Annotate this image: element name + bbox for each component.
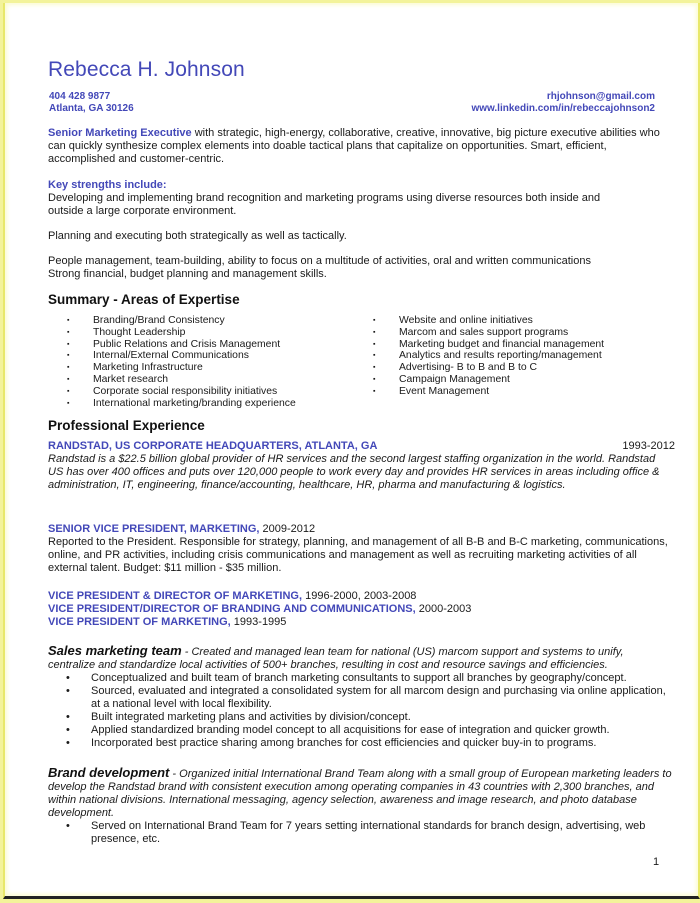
expertise-heading: Summary - Areas of Expertise xyxy=(48,292,240,307)
role-years: 2009-2012 xyxy=(259,523,316,535)
expertise-item: ▪ Campaign Management xyxy=(373,374,604,386)
expertise-item: ▪ Website and online initiatives xyxy=(373,315,604,327)
strength-item: People management, team-building, ability to focus on a multitude of activities, oral and written communications xyxy=(48,255,591,267)
sales-description: - Created and managed lean team for national (US) marcom support and systems to unify, centralize and standardize local activities of 500+ branches, resulting in cost and resource savings and efficiencies. xyxy=(48,646,624,671)
previous-roles xyxy=(48,590,668,629)
sales-bullet: • Applied standardized branding model concept to all acquisitions for ease of integration and quicker growth. xyxy=(48,724,673,737)
expertise-item: ▪ Marketing budget and financial management xyxy=(373,339,604,351)
strength-item: Planning and executing both strategically as well as tactically. xyxy=(48,230,347,242)
sales-bullet: • Conceptualized and built team of branch marketing consultants to support all branches by geography/concept. xyxy=(48,672,673,685)
brand-bullets xyxy=(48,820,673,846)
contact-left xyxy=(49,91,134,115)
role-title: VICE PRESIDENT OF MARKETING, xyxy=(48,616,231,628)
strength-item: Strong financial, budget planning and management skills. xyxy=(48,268,327,280)
company-name: RANDSTAD, US CORPORATE HEADQUARTERS, ATLANTA, GA xyxy=(48,440,378,452)
email-link[interactable]: rhjohnson@gmail.com xyxy=(546,91,655,102)
contact-right xyxy=(471,91,655,115)
expertise-item: ▪ Corporate social responsibility initiatives xyxy=(67,386,296,398)
role-title: VICE PRESIDENT & DIRECTOR OF MARKETING, xyxy=(48,590,303,602)
role-years: 1996-2000, 2003-2008 xyxy=(302,590,417,602)
role-title: VICE PRESIDENT/DIRECTOR OF BRANDING AND COMMUNICATIONS, xyxy=(48,603,416,615)
phone: 404 428 9877 xyxy=(49,91,111,102)
sales-bullet: • Sourced, evaluated and integrated a consolidated system for all marcom design and purchasing via online application, at a national level with local flexibility. xyxy=(48,685,673,711)
expertise-item: ▪ Marcom and sales support programs xyxy=(373,327,604,339)
expertise-item: ▪ Analytics and results reporting/management xyxy=(373,350,604,362)
experience-heading: Professional Experience xyxy=(48,418,205,433)
expertise-item: ▪ International marketing/branding experience xyxy=(67,398,296,410)
expertise-item: ▪ Marketing Infrastructure xyxy=(67,362,296,374)
expertise-item: ▪ Branding/Brand Consistency xyxy=(67,315,296,327)
profile-title: Senior Marketing Executive xyxy=(48,127,192,139)
expertise-list-left xyxy=(67,315,296,409)
strength-item: Developing and implementing brand recognition and marketing programs using diverse resources both inside and outside a large corporate environment. xyxy=(48,192,601,217)
role-years: 1993-1995 xyxy=(230,616,287,628)
brand-description: - Organized initial International Brand Team along with a small group of European marketing leaders to develop the Randstad brand with consistent execution among operating companies in 43 countries with 2,300 branches, and within national divisions. International messaging, agency selection, awareness and image research, and photo database development. xyxy=(48,768,672,819)
expertise-list-right xyxy=(373,315,604,398)
profile-summary xyxy=(48,127,668,166)
expertise-item: ▪ Thought Leadership xyxy=(67,327,296,339)
company-block xyxy=(48,440,675,492)
role-description: Reported to the President. Responsible for strategy, planning, and management of all B-B and B-C marketing, communications, online, and PR activities, including crisis communications and management as well as recruiting marketing activities of all external talent. Budget: $11 million - $35 million. xyxy=(48,536,668,574)
expertise-item: ▪ Market research xyxy=(67,374,296,386)
brand-development-section xyxy=(48,766,673,846)
key-strengths xyxy=(48,179,668,281)
brand-bullet: • Served on International Brand Team for 7 years setting international standards for branch design, advertising, web presence, etc. xyxy=(48,820,673,846)
company-description: Randstad is a $22.5 billion global provider of HR services and the second largest staffing organization in the world. Randstad US has over 400 offices and puts over 120,000 people to work every day and provides HR services in areas including office & administration, IT, engineering, finance/accounting, healthcare, HR, pharma and manufacturing & logistics. xyxy=(48,453,660,491)
sales-bullet: • Incorporated best practice sharing among branches for cost efficiencies and quicker buy-in to programs. xyxy=(48,737,673,750)
expertise-item: ▪ Advertising- B to B and B to C xyxy=(373,362,604,374)
expertise-item: ▪ Internal/External Communications xyxy=(67,350,296,362)
sales-bullet: • Built integrated marketing plans and activities by division/concept. xyxy=(48,711,673,724)
key-strengths-heading: Key strengths include: xyxy=(48,179,167,191)
expertise-item: ▪ Event Management xyxy=(373,386,604,398)
profile-text: with strategic, high-energy, collaborative, creative, innovative, big picture executive abilities who can quickly synthesize complex elements into doable tactical plans that capitalize on opportunities. Smart, efficient, accomplished and customer-centric. xyxy=(48,127,660,165)
sales-marketing-section xyxy=(48,644,673,750)
expertise-item: ▪ Public Relations and Crisis Management xyxy=(67,339,296,351)
company-years: 1993-2012 xyxy=(622,440,675,452)
candidate-name: Rebecca H. Johnson xyxy=(48,58,245,81)
linkedin-link[interactable]: www.linkedin.com/in/rebeccajohnson2 xyxy=(471,103,655,114)
sales-bullets xyxy=(48,672,673,750)
brand-lead: Brand development xyxy=(48,765,170,780)
sales-lead: Sales marketing team xyxy=(48,643,182,658)
svp-role xyxy=(48,523,668,575)
page-number: 1 xyxy=(653,856,660,868)
resume-page xyxy=(3,3,700,899)
role-years: 2000-2003 xyxy=(415,603,472,615)
location: Atlanta, GA 30126 xyxy=(49,103,134,114)
role-title: SENIOR VICE PRESIDENT, MARKETING, xyxy=(48,523,260,535)
